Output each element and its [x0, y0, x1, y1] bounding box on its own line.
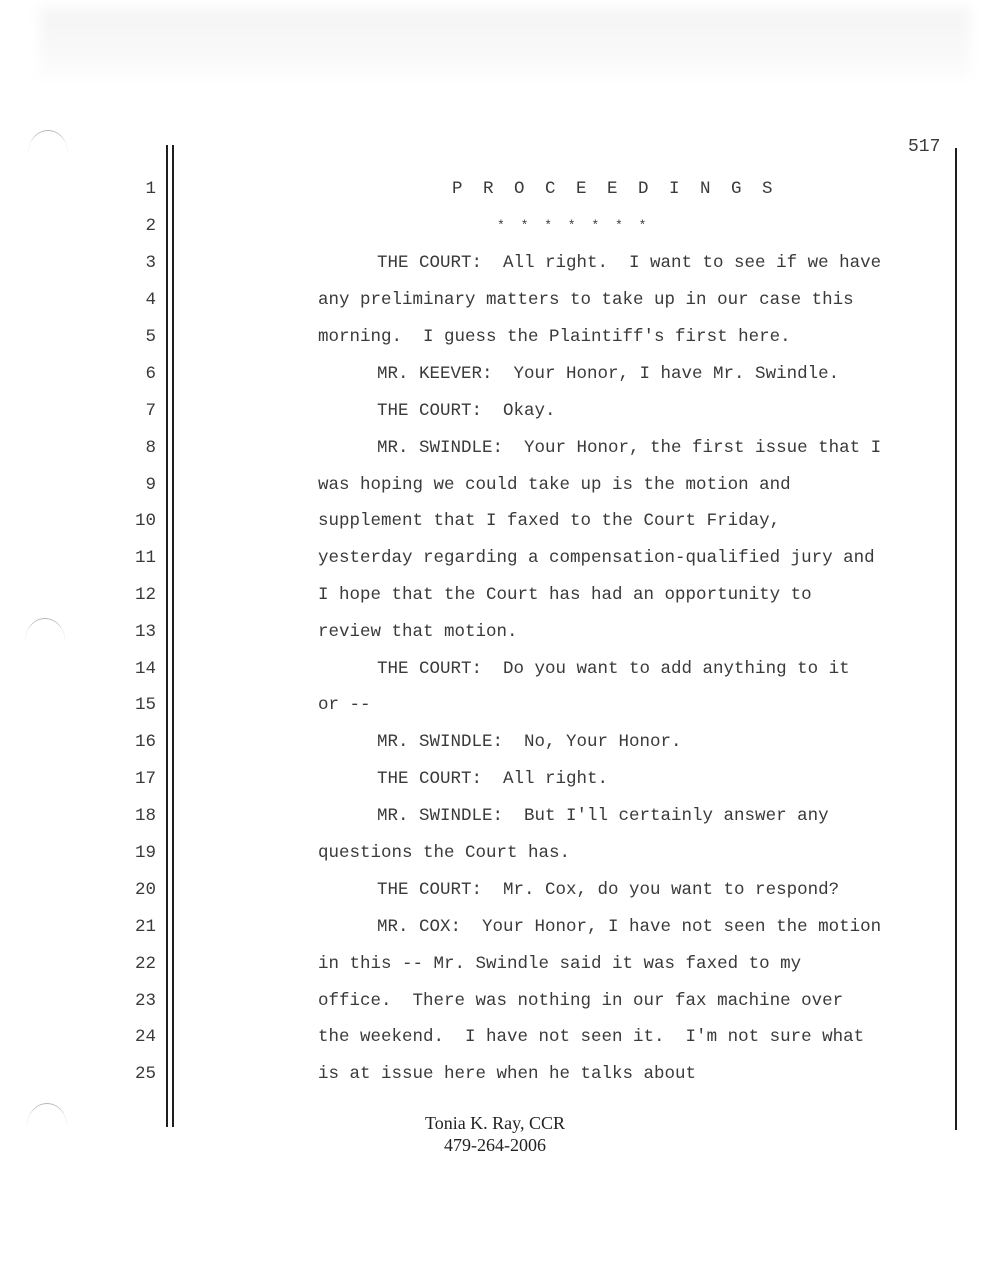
transcript-line: THE COURT: All right. I want to see if we have [377, 253, 882, 273]
transcript-line: yesterday regarding a compensation-qualified jury and [318, 548, 875, 568]
transcript-line: MR. SWINDLE: Your Honor, the first issue that I [377, 438, 882, 458]
punch-hole-middle [25, 618, 65, 641]
transcript-line: questions the Court has. [318, 843, 571, 863]
line-number: 18 [134, 806, 156, 826]
scan-top-smudge [40, 8, 970, 78]
transcript-line: office. There was nothing in our fax machine over [318, 991, 844, 1011]
transcript-line: any preliminary matters to take up in our case this [318, 290, 854, 310]
transcript-line: is at issue here when he talks about [318, 1064, 697, 1084]
asterisk-separator: * * * * * * * [497, 218, 651, 233]
transcript-line: the weekend. I have not seen it. I'm not sure what [318, 1027, 865, 1047]
line-number: 17 [134, 769, 156, 789]
transcript-line: in this -- Mr. Swindle said it was faxed to my [318, 954, 802, 974]
transcript-line: supplement that I faxed to the Court Friday, [318, 511, 781, 531]
line-number: 22 [134, 954, 156, 974]
line-number: 16 [134, 732, 156, 752]
line-number: 24 [134, 1027, 156, 1047]
transcript-line: MR. SWINDLE: But I'll certainly answer any [377, 806, 829, 826]
transcript-line: MR. SWINDLE: No, Your Honor. [377, 732, 682, 752]
right-margin-rule [955, 148, 957, 1130]
line-number: 14 [134, 659, 156, 679]
transcript-line: I hope that the Court has had an opportunity to [318, 585, 812, 605]
transcript-line: review that motion. [318, 622, 518, 642]
line-number: 11 [134, 548, 156, 568]
transcript-line: or -- [318, 695, 371, 715]
line-number: 9 [145, 475, 156, 495]
line-number: 6 [145, 364, 156, 384]
line-number: 12 [134, 585, 156, 605]
line-number: 7 [145, 401, 156, 421]
court-reporter-phone: 479-264-2006 [444, 1135, 546, 1155]
page-number: 517 [908, 137, 941, 157]
left-margin-rule-inner [172, 145, 174, 1127]
line-number: 20 [134, 880, 156, 900]
transcript-line: THE COURT: Mr. Cox, do you want to respond? [377, 880, 840, 900]
line-number: 8 [145, 438, 156, 458]
line-number: 15 [134, 695, 156, 715]
line-number: 21 [134, 917, 156, 937]
transcript-line: MR. KEEVER: Your Honor, I have Mr. Swindle. [377, 364, 840, 384]
line-number: 10 [134, 511, 156, 531]
line-number: 5 [145, 327, 156, 347]
transcript-line: MR. COX: Your Honor, I have not seen the motion [377, 917, 882, 937]
transcript-line: was hoping we could take up is the motion and [318, 475, 791, 495]
line-number: 19 [134, 843, 156, 863]
punch-hole-top [28, 130, 68, 153]
line-number: 2 [145, 216, 156, 236]
line-number: 1 [145, 179, 156, 199]
transcript-line: morning. I guess the Plaintiff's first here. [318, 327, 791, 347]
line-number: 13 [134, 622, 156, 642]
court-reporter-name: Tonia K. Ray, CCR [424, 1113, 566, 1133]
line-number: 25 [134, 1064, 156, 1084]
line-number: 4 [145, 290, 156, 310]
transcript-line: THE COURT: Okay. [377, 401, 556, 421]
line-number: 23 [134, 991, 156, 1011]
line-number: 3 [145, 253, 156, 273]
left-margin-rule-outer [166, 145, 168, 1127]
transcript-line: THE COURT: Do you want to add anything to it [377, 659, 850, 679]
proceedings-heading: P R O C E E D I N G S [452, 179, 778, 199]
transcript-line: THE COURT: All right. [377, 769, 609, 789]
